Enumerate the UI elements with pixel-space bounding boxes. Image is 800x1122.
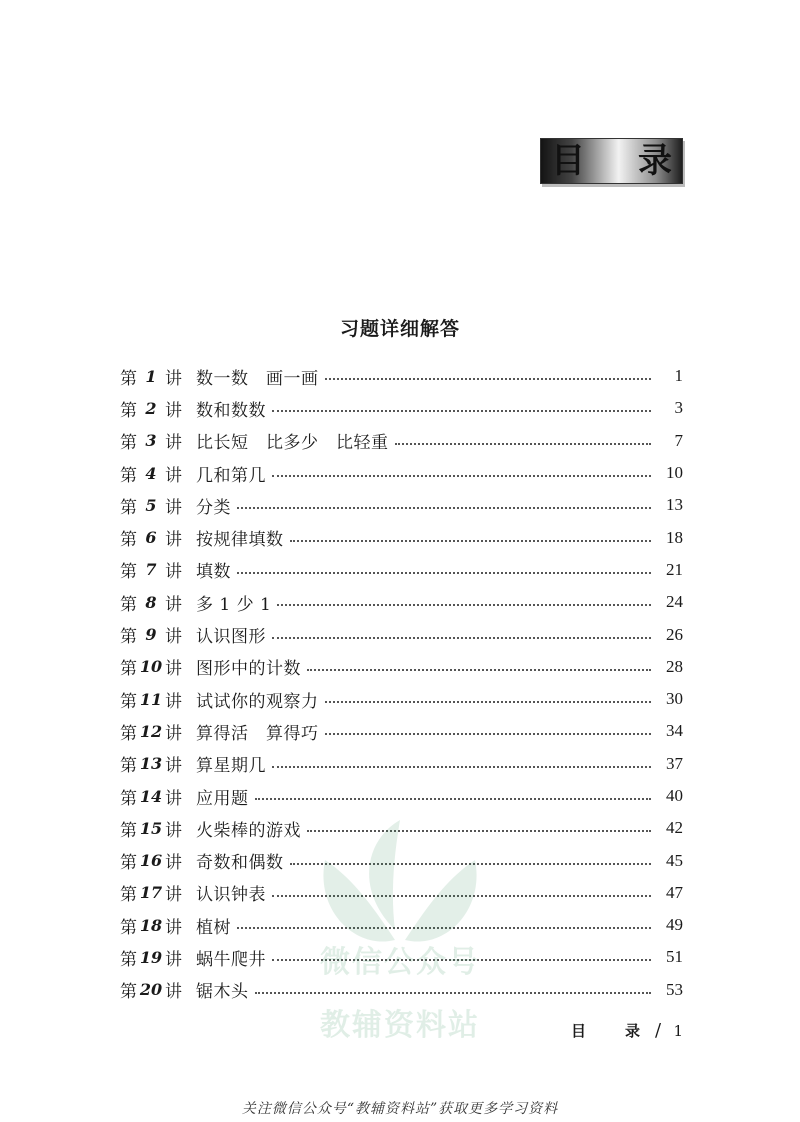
chapter-label bbox=[120, 396, 196, 421]
dot-leader bbox=[325, 378, 652, 380]
chapter-prefix: 第 bbox=[120, 497, 137, 518]
chapter-prefix: 第 bbox=[120, 885, 137, 906]
chapter-page-number: 37 bbox=[666, 753, 683, 773]
running-footer bbox=[571, 1020, 683, 1041]
chapter-page-number: 53 bbox=[666, 979, 683, 999]
chapter-label bbox=[120, 687, 196, 712]
chapter-label bbox=[120, 428, 196, 453]
chapter-prefix: 第 bbox=[120, 400, 137, 421]
chapter-suffix: 讲 bbox=[165, 594, 182, 615]
toc-row bbox=[120, 683, 683, 715]
chapter-number: 5 bbox=[145, 495, 157, 515]
toc-row bbox=[120, 360, 683, 392]
chapter-topic: 应用题 bbox=[196, 788, 249, 809]
chapter-topic: 图形中的计数 bbox=[196, 659, 301, 680]
toc-row bbox=[120, 618, 683, 650]
chapter-topic: 蜗牛爬井 bbox=[196, 949, 266, 970]
chapter-suffix: 讲 bbox=[165, 917, 182, 938]
chapter-suffix: 讲 bbox=[165, 723, 182, 744]
toc-row bbox=[120, 554, 683, 586]
chapter-suffix: 讲 bbox=[165, 756, 182, 777]
dot-leader bbox=[237, 572, 651, 574]
chapter-suffix: 讲 bbox=[165, 949, 182, 970]
chapter-label bbox=[120, 945, 196, 970]
chapter-label bbox=[120, 461, 196, 486]
toc-row bbox=[120, 521, 683, 553]
chapter-topic: 数和数数 bbox=[196, 400, 266, 421]
chapter-number: 8 bbox=[145, 592, 157, 612]
chapter-number: 17 bbox=[139, 883, 163, 903]
chapter-page-number: 13 bbox=[666, 495, 683, 515]
footer-label-char-1: 目 bbox=[571, 1022, 587, 1040]
chapter-page-number: 47 bbox=[666, 882, 683, 902]
chapter-prefix: 第 bbox=[120, 433, 137, 454]
chapter-prefix: 第 bbox=[120, 917, 137, 938]
chapter-label bbox=[120, 816, 196, 841]
chapter-page-number: 30 bbox=[666, 689, 683, 709]
chapter-topic: 试试你的观察力 bbox=[196, 691, 319, 712]
chapter-suffix: 讲 bbox=[165, 627, 182, 648]
chapter-number: 20 bbox=[139, 980, 163, 1000]
chapter-prefix: 第 bbox=[120, 820, 137, 841]
toc-row bbox=[120, 651, 683, 683]
chapter-page-number: 42 bbox=[666, 818, 683, 838]
chapter-label bbox=[120, 493, 196, 518]
chapter-number: 9 bbox=[145, 625, 157, 645]
chapter-prefix: 第 bbox=[120, 659, 137, 680]
toc-title-char-2: 录 bbox=[638, 141, 672, 181]
watermark-text-line-2: 教辅资料站 bbox=[320, 1008, 480, 1043]
chapter-prefix: 第 bbox=[120, 530, 137, 551]
chapter-number: 4 bbox=[145, 463, 157, 483]
dot-leader bbox=[395, 443, 652, 445]
chapter-label bbox=[120, 525, 196, 550]
toc-row bbox=[120, 586, 683, 618]
chapter-page-number: 18 bbox=[666, 527, 683, 547]
chapter-topic: 分类 bbox=[196, 497, 231, 518]
chapter-prefix: 第 bbox=[120, 465, 137, 486]
dot-leader bbox=[307, 669, 651, 671]
chapter-number: 7 bbox=[145, 560, 157, 580]
toc-row bbox=[120, 715, 683, 747]
footer-label-char-2: 录 bbox=[625, 1022, 641, 1040]
dot-leader bbox=[272, 637, 651, 639]
toc-row bbox=[120, 489, 683, 521]
chapter-page-number: 24 bbox=[666, 592, 683, 612]
dot-leader bbox=[272, 475, 651, 477]
chapter-label bbox=[120, 784, 196, 809]
dot-leader bbox=[325, 733, 652, 735]
chapter-topic: 火柴棒的游戏 bbox=[196, 820, 301, 841]
chapter-topic: 算星期几 bbox=[196, 756, 266, 777]
chapter-number: 1 bbox=[145, 366, 157, 386]
chapter-label bbox=[120, 977, 196, 1002]
chapter-suffix: 讲 bbox=[165, 659, 182, 680]
toc-title-char-1: 目 bbox=[551, 141, 585, 181]
chapter-page-number: 1 bbox=[674, 366, 683, 386]
chapter-topic: 认识钟表 bbox=[196, 885, 266, 906]
chapter-page-number: 40 bbox=[666, 786, 683, 805]
chapter-number: 11 bbox=[139, 689, 163, 709]
chapter-label bbox=[120, 913, 196, 938]
chapter-label bbox=[120, 622, 196, 647]
chapter-suffix: 讲 bbox=[165, 433, 182, 454]
chapter-topic: 比长短 比多少 比轻重 bbox=[196, 433, 389, 454]
chapter-page-number: 49 bbox=[666, 915, 683, 935]
toc-row bbox=[120, 457, 683, 489]
dot-leader bbox=[237, 507, 651, 509]
chapter-page-number: 26 bbox=[666, 624, 683, 644]
chapter-suffix: 讲 bbox=[165, 497, 182, 518]
chapter-suffix: 讲 bbox=[165, 788, 182, 809]
chapter-page-number: 45 bbox=[666, 850, 683, 870]
chapter-number: 2 bbox=[145, 398, 157, 418]
footer-separator: / bbox=[654, 1020, 662, 1041]
chapter-prefix: 第 bbox=[120, 723, 137, 744]
dot-leader bbox=[325, 701, 652, 703]
chapter-page-number: 21 bbox=[666, 559, 683, 579]
chapter-number: 13 bbox=[139, 754, 163, 774]
chapter-topic: 多 1 少 1 bbox=[196, 594, 272, 615]
bottom-promo-note: 关注微信公众号“教辅资料站”获取更多学习资料 bbox=[241, 1101, 559, 1117]
chapter-label bbox=[120, 751, 196, 776]
chapter-topic: 填数 bbox=[196, 562, 231, 583]
chapter-prefix: 第 bbox=[120, 982, 137, 1003]
chapter-label bbox=[120, 590, 196, 615]
chapter-page-number: 34 bbox=[666, 721, 683, 741]
chapter-prefix: 第 bbox=[120, 368, 137, 389]
footer-page-number: 1 bbox=[673, 1021, 683, 1040]
chapter-suffix: 讲 bbox=[165, 885, 182, 906]
chapter-number: 3 bbox=[145, 431, 157, 451]
chapter-label bbox=[120, 848, 196, 873]
chapter-number: 18 bbox=[139, 915, 163, 935]
chapter-page-number: 3 bbox=[674, 398, 683, 418]
chapter-label bbox=[120, 880, 196, 905]
chapter-page-number: 10 bbox=[666, 463, 683, 483]
chapter-number: 6 bbox=[145, 528, 157, 548]
watermark-text-line-1: 微信公众号 bbox=[320, 945, 480, 980]
chapter-number: 15 bbox=[139, 818, 163, 838]
chapter-label bbox=[120, 654, 196, 679]
toc-row bbox=[120, 748, 683, 780]
chapter-suffix: 讲 bbox=[165, 562, 182, 583]
chapter-page-number: 51 bbox=[666, 947, 683, 967]
chapter-number: 19 bbox=[139, 947, 163, 967]
chapter-number: 16 bbox=[139, 851, 163, 871]
chapter-suffix: 讲 bbox=[165, 853, 182, 874]
chapter-topic: 奇数和偶数 bbox=[196, 853, 284, 874]
toc-row bbox=[120, 392, 683, 424]
chapter-prefix: 第 bbox=[120, 853, 137, 874]
dot-leader bbox=[290, 540, 652, 542]
chapter-number: 14 bbox=[139, 786, 163, 806]
dot-leader bbox=[277, 604, 651, 606]
chapter-topic: 认识图形 bbox=[196, 627, 266, 648]
chapter-prefix: 第 bbox=[120, 788, 137, 809]
chapter-prefix: 第 bbox=[120, 562, 137, 583]
chapter-suffix: 讲 bbox=[165, 820, 182, 841]
chapter-suffix: 讲 bbox=[165, 400, 182, 421]
chapter-label bbox=[120, 719, 196, 744]
chapter-prefix: 第 bbox=[120, 949, 137, 970]
chapter-suffix: 讲 bbox=[165, 691, 182, 712]
chapter-prefix: 第 bbox=[120, 627, 137, 648]
chapter-number: 10 bbox=[139, 657, 163, 677]
chapter-topic: 按规律填数 bbox=[196, 530, 284, 551]
chapter-prefix: 第 bbox=[120, 594, 137, 615]
chapter-prefix: 第 bbox=[120, 691, 137, 712]
toc-title-banner bbox=[540, 138, 683, 184]
chapter-page-number: 7 bbox=[674, 430, 683, 450]
chapter-suffix: 讲 bbox=[165, 368, 182, 389]
chapter-prefix: 第 bbox=[120, 756, 137, 777]
chapter-label bbox=[120, 364, 196, 389]
chapter-label bbox=[120, 557, 196, 582]
chapter-suffix: 讲 bbox=[165, 465, 182, 486]
chapter-number: 12 bbox=[139, 721, 163, 741]
dot-leader bbox=[272, 766, 651, 768]
chapter-page-number: 28 bbox=[666, 656, 683, 676]
toc-row bbox=[120, 425, 683, 457]
section-title: 习题详细解答 bbox=[339, 318, 460, 340]
chapter-suffix: 讲 bbox=[165, 530, 182, 551]
chapter-topic: 植树 bbox=[196, 917, 231, 938]
chapter-suffix: 讲 bbox=[165, 982, 182, 1003]
chapter-topic: 锯木头 bbox=[196, 982, 249, 1003]
chapter-topic: 数一数 画一画 bbox=[196, 368, 319, 389]
dot-leader bbox=[272, 410, 651, 412]
chapter-topic: 几和第几 bbox=[196, 465, 266, 486]
chapter-topic: 算得活 算得巧 bbox=[196, 723, 319, 744]
